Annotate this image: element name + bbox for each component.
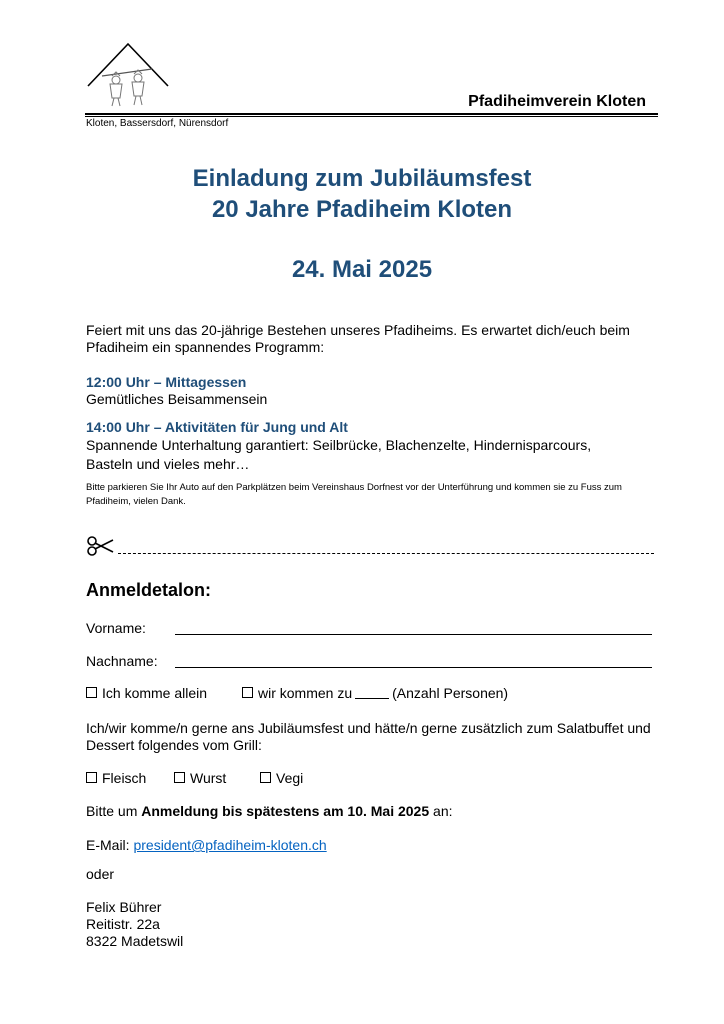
deadline-suffix: an: <box>429 803 453 819</box>
first-name-label: Vorname: <box>86 620 146 636</box>
checkbox-veggie[interactable] <box>260 772 271 783</box>
checkbox-sausage[interactable] <box>174 772 185 783</box>
member-places: Kloten, Bassersdorf, Nürensdorf <box>86 118 229 129</box>
cut-line <box>118 553 654 554</box>
option-group-suffix: (Anzahl Personen) <box>392 685 509 701</box>
grill-question: Ich/wir komme/n gerne ans Jubiläumsfest und hätte/n gerne zusätzlich zum Salatbuffet und Dessert folgendes vom Grill: <box>86 720 651 753</box>
email-row <box>86 837 327 853</box>
checkbox-meat[interactable] <box>86 772 97 783</box>
first-name-field[interactable] <box>175 634 652 635</box>
option-group-label: wir kommen zu <box>258 685 353 701</box>
email-label: E-Mail: <box>86 837 134 853</box>
deadline-prefix: Bitte um <box>86 803 142 819</box>
program-item-lunch-time: 12:00 Uhr – Mittagessen <box>86 374 247 390</box>
address-city: 8322 Madetswil <box>86 933 184 949</box>
option-group[interactable] <box>242 685 508 701</box>
last-name-field[interactable] <box>175 667 652 668</box>
parking-note: Bitte parkieren Sie Ihr Auto auf den Parkplätzen beim Vereinshaus Dorfnest vor der Unterführung und kommen sie zu Fuss zum Pfadiheim, vielen Dank. <box>86 482 622 507</box>
intro-text: Feiert mit uns das 20-jährige Bestehen unseres Pfadiheims. Es erwartet dich/euch beim Pfadiheim ein spannendes Programm: <box>86 322 630 355</box>
option-veggie[interactable] <box>260 770 303 786</box>
registration-deadline <box>86 803 453 819</box>
program-item-activities-desc-cont: Basteln und vieles mehr… <box>86 456 250 472</box>
group-count-field[interactable] <box>355 686 389 699</box>
deadline-date: Anmeldung bis spätestens am 10. Mai 2025 <box>141 803 430 819</box>
or-text: oder <box>86 866 115 882</box>
checkbox-alone[interactable] <box>86 687 97 698</box>
email-link[interactable]: president@pfadiheim-kloten.ch <box>133 837 327 853</box>
organization-name: Pfadiheimverein Kloten <box>468 93 646 110</box>
header-rule-thin <box>85 116 658 117</box>
address-name: Felix Bührer <box>86 899 162 915</box>
invitation-subtitle: 20 Jahre Pfadiheim Kloten <box>211 196 513 223</box>
registration-form-title: Anmeldetalon: <box>86 580 212 600</box>
program-item-activities-desc: Spannende Unterhaltung garantiert: Seilbrücke, Blachenzelte, Hindernisparcours, <box>86 437 592 453</box>
option-alone-label: Ich komme allein <box>102 685 208 701</box>
program-item-lunch-desc: Gemütliches Beisammensein <box>86 391 268 407</box>
option-meat[interactable] <box>86 770 146 786</box>
address-street: Reitistr. 22a <box>86 916 160 932</box>
option-sausage[interactable] <box>174 770 226 786</box>
checkbox-group[interactable] <box>242 687 253 698</box>
invitation-title: Einladung zum Jubiläumsfest <box>192 165 532 192</box>
program-item-activities-time: 14:00 Uhr – Aktivitäten für Jung und Alt <box>86 419 348 435</box>
last-name-label: Nachname: <box>86 653 158 669</box>
header-rule <box>85 113 658 115</box>
option-veggie-label: Vegi <box>276 770 304 786</box>
option-alone[interactable] <box>86 685 207 701</box>
event-date: 24. Mai 2025 <box>291 256 433 283</box>
scouts-hut-logo-icon <box>86 42 170 110</box>
scissors-icon <box>86 536 114 556</box>
option-meat-label: Fleisch <box>102 770 147 786</box>
option-sausage-label: Wurst <box>190 770 227 786</box>
